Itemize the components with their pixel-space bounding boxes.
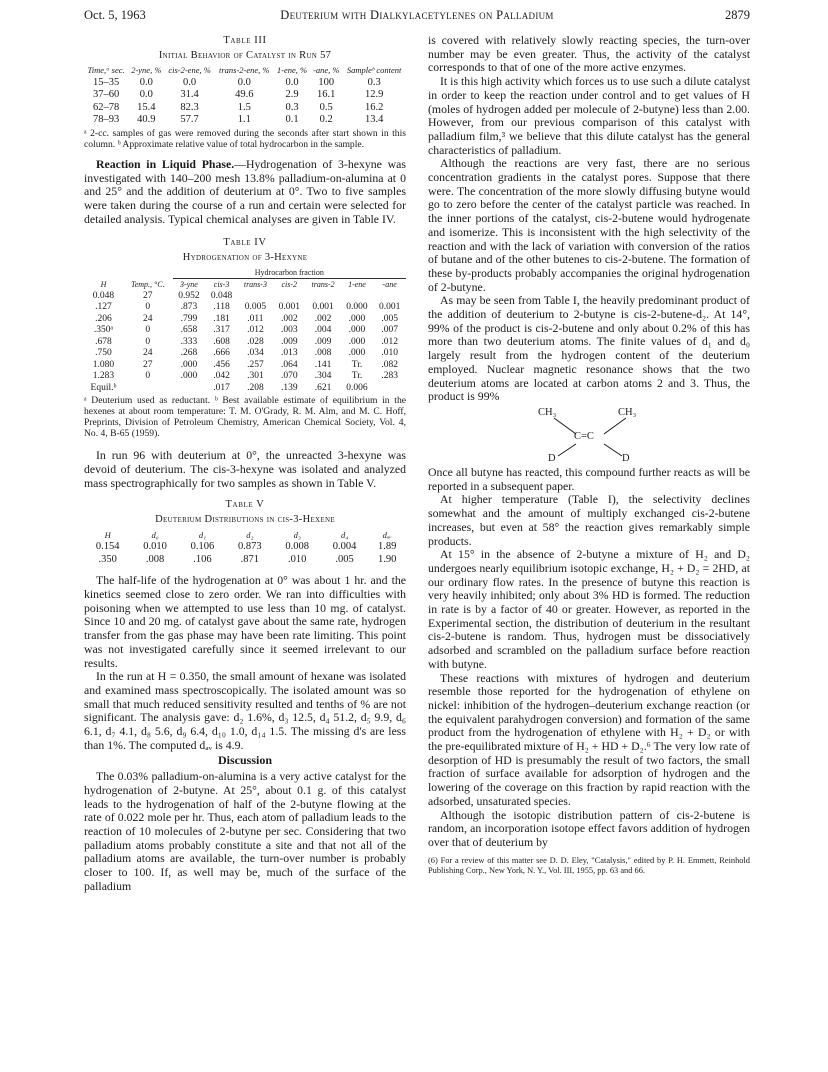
table4-header-cell: cis-2 [281,280,298,290]
table-4-caption: Table IV [223,237,267,249]
table-4-group-header: Hydrocarbon fraction [173,267,406,279]
liquid-phase-text: —Hydrogenation of 3-hexyne was investigated with 140–200 mesh 13.8% palladium-on-alumina at 0 and 25° and the addition of deuterium at 0°. Two to five samples were taken during the course of a run and certain were selected for detailed analysis. Typical chemical analyses are given in Table IV. [84,156,406,226]
table3-cell: 78–93 [92,114,120,126]
deuterium-left: D [548,452,556,464]
table4-cell: .456 [213,359,230,370]
running-header [84,8,750,26]
table3-cell: 0.0 [183,76,197,88]
table3-row [84,102,406,115]
table3-header-cell: Sampleᵇ content [346,65,402,76]
table4-cell: 0 [145,302,151,313]
table3-cell: 13.4 [364,114,384,126]
table4-cell: .750 [95,348,112,359]
table4-cell [341,291,374,303]
table5-header-cell: d₁ [198,529,207,540]
table3-cell: 0.3 [285,101,299,113]
paragraph-ethylene: These reactions with mixtures of hydrogen and deuterium resemble those reported for the hydrogenation of ethylene on nickel: inhibition of the hydrogen–deuterium exchange reaction (or the equivalent parahydrogen conversion) and formation of the same product from the hydrogenation of ethylene with H₂ + D₂ or with the pre-equilibrated mixture of H₂ + HD + D₂.⁶ The very low rate of desorption of HD is presumably the result of two factors, the small fraction of surface available for adsorption of hydrogen and the lowering of the coverage on this fraction by rapid reaction with the adsorbed, unsaturated species. [428,670,750,808]
table-5-subtitle: Deuterium Distributions in cis-3-Hexene [155,514,335,526]
table5-cell: 0.008 [285,541,309,553]
paragraph-exchange: At 15° in the absence of 2-butyne a mixture of H₂ and D₂ undergoes nearly equilibrium isotopic exchange, H₂ + D₂ = 2HD, at our ordinary flow rates. In the presence of butyne this reaction is very heavily inhibited; only about 3% HD is formed. The reduction in rate is by a factor of 40 or greater. However, as reported in the Experimental section, the distribution of deuterium in the resultant cis-2-butene is random. Thus, hydrogen must be dissociatively adsorbed and scrambled on the palladium surface before reaction with butyne. [428,547,750,671]
table3-cell: 49.6 [235,89,254,101]
table4-cell: .181 [213,313,230,324]
table4-cell: .000 [348,325,366,336]
table3-cell: 16.1 [317,89,336,101]
table4-cell: .012 [381,336,398,347]
table4-cell: .017 [213,382,230,393]
table-4-grid [84,267,406,395]
table4-cell: .621 [314,382,332,393]
table3-header-cell: Time,ᵃ sec. [87,65,125,76]
header-date: Oct. 5, 1963 [84,8,146,22]
table4-cell [123,383,173,395]
table3-header-cell: -ane, % [313,65,340,76]
table4-cell [306,291,341,303]
table5-header-cell: d₂ [246,529,254,540]
table4-cell: 0.048 [92,290,115,301]
table3-cell: 62–78 [92,101,120,113]
table5-cell: 0.010 [143,541,167,553]
table-3-grid [84,64,406,127]
table4-header-cell: 1-ene [348,280,366,290]
paragraph-gradients: Although the reactions are very fast, there are no serious concentration gradients in the catalyst pores. Suppose that there were. The concentration of the more slowly diffusing butyne would go to zero before the center of the catalyst particle was reached. In the inner portions of the catalyst, cis-2-butene would hydrogenate and isomerize. This is inconsistent with the high selectivity of the reaction and with the lack of variation with conversion of the ratios of butane and of the other butenes to cis-2-butene. The formation of these by-products probably accompanies the original hydrogenation of 2-butyne. [428,156,750,294]
table4-cell: .118 [213,302,230,313]
table4-cell: .000 [348,313,366,324]
table4-cell: .350ᵃ [93,325,114,336]
discussion-heading: Discussion [217,753,273,768]
table4-cell: .666 [213,348,230,359]
table5-cell: 0.106 [190,541,215,553]
table3-cell: 0.1 [285,114,299,126]
double-bond-center: C=C [574,430,594,442]
table5-cell: .005 [335,553,354,565]
table4-cell: .799 [180,313,198,324]
table-4-footnote: ᵃ Deuterium used as reductant. ᵇ Best available estimate of equilibrium in the hexenes at about room temperature: T. M. O'Grady, R. M. Alm, and M. C. Hoff, Preprints, Division of Petroleum Chemistry, American Chemical Society, Vol. 4, No. 4, B-65 (1959). [84,395,406,440]
ch3-right: CH₃ [618,406,637,418]
table4-row [84,337,406,349]
table5-cell: .350 [98,553,117,565]
table-3-caption: Table III [223,35,267,46]
table4-cell: 0.000 [346,302,368,313]
table4-row [84,360,406,372]
table4-cell: .012 [247,325,264,336]
right-column [428,34,750,884]
paragraph-run-96: In run 96 with deuterium at 0°, the unreacted 3-hexyne was devoid of deuterium. The cis-3-hexyne was isolated and analyzed mass spectrographically for two samples as shown in Table V. [84,448,406,490]
table4-cell: .608 [213,336,230,347]
table4-cell: .002 [314,313,332,324]
table4-cell: 27 [143,359,153,370]
table-3-subtitle: Initial Behavior of Catalyst in Run 57 [158,49,332,61]
table4-cell: .333 [180,336,198,347]
table4-cell: .141 [314,359,332,370]
table4-cell: .000 [180,371,198,382]
paragraph-isotope-effect: Although the isotopic distribution pattern of cis-2-butene is random, an incorporation isotope effect favors addition of hydrogen over that of deuterium by [428,807,750,849]
table4-cell: 0 [145,325,151,336]
table5-cell: 0.154 [95,541,120,553]
table4-cell: .064 [280,359,298,370]
table3-cell: 12.9 [364,89,384,101]
table4-cell: .011 [247,313,264,324]
table3-cell: 31.4 [180,89,199,101]
table-5-caption: Table V [225,499,265,511]
left-column [84,34,406,894]
table3-header-cell: cis-2-ene, % [168,65,211,76]
table4-cell: .268 [180,348,198,359]
table-3-footnote: ᵃ 2-cc. samples of gas were removed during the seconds after start shown in this column. ᵇ Approximate relative value of total hydrocarbon in the sample. [84,127,406,150]
table3-cell: 40.9 [137,114,156,126]
table4-header-cell: -ane [382,280,397,290]
table-3 [84,34,406,150]
table4-row [84,302,406,314]
page-number: 2879 [725,8,750,22]
table3-cell: 57.7 [180,114,199,126]
table4-cell: .008 [314,348,332,359]
table4-cell: 0 [145,371,151,382]
table5-header-cell: H [104,529,111,540]
table4-cell: .070 [280,371,298,382]
table3-cell: 0.5 [319,101,333,113]
table4-cell [373,291,406,303]
table4-header-cell: H [100,280,107,290]
table3-cell: 100 [318,76,335,88]
table3-cell: 0.2 [319,114,333,126]
table4-row [84,348,406,360]
table3-cell: 0.3 [367,76,381,88]
table-4-subtitle: Hydrogenation of 3-Hexyne [182,252,308,264]
table4-header-cell: Temp., °C. [131,280,165,290]
deuterium-right: D [622,452,630,464]
table4-cell [273,291,306,303]
table4-cell: .000 [180,359,198,370]
table-5-grid [84,529,406,567]
paragraph-hexane-analysis: In the run at H = 0.350, the small amount of hexane was isolated and examined mass spectroscopically. The isolated amount was so small that much reduced sensitivity resulted and tenths of % are not significant. The analysis gave: d₂ 1.6%, d₃ 12.5, d₄ 51.2, d₅ 9.9, d₆ 6.1, d₇ 4.1, d₈ 5.6, d₉ 6.4, d₁₀ 1.0, d₁₄ 1.5. The missing d's are less than 1%. The computed dₐᵥ is 4.9. [84,669,406,752]
table5-header-cell: d₀ [151,529,159,540]
table4-cell: Tr. [351,359,363,370]
table5-cell: 1.90 [377,553,397,565]
table4-cell: .000 [348,336,366,347]
table4-cell: .658 [180,325,198,336]
table3-row [84,89,406,102]
table3-cell: 1.5 [237,101,251,113]
table4-cell: Equil.ᵇ [90,382,117,393]
table4-cell: .000 [348,348,366,359]
table4-cell [373,383,406,395]
table5-header-cell: d₃ [293,529,301,540]
header-title: Deuterium with Dialkylacetylenes on Palladium [280,8,554,22]
table4-cell: 0.001 [378,302,401,313]
paragraph-discussion: The 0.03% palladium-on-alumina is a very active catalyst for the hydrogenation of 2-butyne. At 25°, about 0.1 g. of this catalyst leads to the hydrogenation of half of the 2-butyne flowing at the rate of 0.022 mole per hr. Thus, each atom of palladium leads to the reaction of 10 molecules of 2-butyne per sec. Considering that two palladium atoms probably constitute a site and that not all of the palladium atoms are available, the turn-over number is probably closer to 100. If, as well may be, much of the surface of the palladium [84,769,406,893]
table4-cell: 0.005 [244,302,267,313]
table3-row [84,114,406,127]
table4-cell: 27 [143,290,153,301]
table-4 [84,236,406,439]
table4-cell: 24 [143,313,153,324]
table3-cell: 15–35 [92,76,120,88]
paragraph-table-1: As may be seen from Table I, the heavily predominant product of the addition of deuterium to 2-butyne is cis-2-butene-d₂. At 14°, 99% of the product is cis-2-butene and only about 0.2% of this has more than two deuterium atoms. The finite values of d₁ and d₀ largely result from the hydrogen content of the deuterium employed. Nuclear magnetic resonance shows that the two deuterium atoms are located at carbon atoms 2 and 3. Thus, the product is 99% [428,293,750,404]
table4-header-cell: cis-3 [213,280,230,290]
table4-row [84,314,406,326]
paragraph-turnover: is covered with relatively slowly reacting species, the turn-over number may be even greater. Thus, the activity of the catalyst corresponds to that of one of the more active enzymes. [428,33,750,75]
table4-cell: .009 [280,336,298,347]
table4-cell: .002 [280,313,298,324]
table5-cell: .010 [288,553,307,565]
table4-cell: .028 [247,336,264,347]
table5-cell: 0.004 [332,541,357,553]
table4-row [84,383,406,395]
table3-header-cell: 2-yne, % [131,65,162,76]
table3-cell: 0.0 [139,89,153,101]
table4-header-cell: 3-yne [180,280,198,290]
table4-cell: .301 [247,371,264,382]
table5-cell: 1.89 [377,541,397,553]
table5-cell: .008 [145,553,165,565]
table4-row [84,291,406,303]
table5-row [84,554,406,567]
ch3-left: CH₃ [538,406,557,418]
table4-cell: .139 [280,382,298,393]
table5-cell: .871 [240,553,259,565]
table3-cell: 15.4 [137,101,156,113]
table5-cell: .106 [193,553,212,565]
table4-cell: .003 [280,325,298,336]
table3-cell: 1.1 [237,114,251,126]
paragraph-liquid-phase [84,158,406,227]
footnote-reference-6: (6) For a review of this matter see D. D. Eley, "Catalysis," edited by P. H. Emmett, Reinhold Publishing Corp., New York, N. Y., Vol. III, 1955, pp. 63 and 66. [428,855,750,875]
table4-cell: .127 [95,302,112,313]
table3-cell: 2.9 [285,89,299,101]
table5-header-cell: d₄ [340,529,349,540]
paragraph-half-life: The half-life of the hydrogenation at 0° was about 1 hr. and the kinetics seemed close to zero order. We ran into difficulties with poisoning when we attempted to use less than 10 mg. of catalyst. Since 10 and 20 mg. of catalyst gave about the same rate, hydrogen transfer from the gas phase may have been rate limiting. This point was not investigated carefully since it seemed irrelevant to our results. [84,573,406,670]
table5-header-cell: dₐᵥ [382,529,392,540]
table4-cell [173,383,206,395]
liquid-phase-heading: Reaction in Liquid Phase. [96,156,235,171]
table4-cell [238,291,273,303]
paragraph-further-reacts: Once all butyne has reacted, this compound further reacts as will be reported in a subsequent paper. [428,464,750,493]
table3-cell: 82.3 [180,101,199,113]
table4-cell: .009 [314,336,332,347]
table4-cell: 24 [143,348,153,359]
table4-cell: .283 [381,371,398,382]
table4-cell: .208 [247,382,264,393]
table4-cell: .034 [247,348,264,359]
table4-header-cell: trans-3 [243,280,267,290]
table3-cell: 16.2 [364,101,384,113]
table4-cell: .010 [381,348,398,359]
table4-cell: .082 [381,359,398,370]
paragraph-activity: It is this high activity which forces us to use such a dilute catalyst in order to keep the reaction under control and to get values of H (moles of hydrogen added per molecule of 2-butyne) less than 2.00. However, from our previous comparison of this catalyst with palladium film,³ we believe that this dilute catalyst has the general characteristics of palladium. [428,74,750,157]
table3-cell: 0.0 [139,76,153,88]
table4-cell: 0 [145,336,151,347]
table4-cell: 0.006 [346,382,368,393]
table4-row [84,325,406,337]
table4-cell: .873 [180,302,198,313]
table4-cell: .304 [314,371,332,382]
table3-cell: 0.0 [285,76,299,88]
table-5 [84,498,406,566]
table4-cell: 1.080 [92,359,115,370]
table4-cell: 0.952 [178,290,200,301]
table5-cell: 0.873 [238,541,262,553]
table4-cell: Tr. [351,371,363,382]
table4-cell: .013 [280,348,298,359]
paragraph-higher-temp: At higher temperature (Table I), the selectivity declines somewhat and the amount of multiply exchanged cis-2-butene increases, but even at 58° the reaction gives remarkably simple products. [428,492,750,548]
cis-butene-structure [428,406,750,464]
table3-cell: 0.0 [237,76,251,88]
table4-header-cell: trans-2 [311,280,335,290]
table4-cell: 1.283 [92,371,115,382]
table4-cell: 0.048 [210,290,233,301]
table4-cell: 0.001 [312,302,334,313]
table4-cell: .005 [381,313,398,324]
table4-row [84,371,406,383]
table5-row [84,541,406,554]
table3-header-cell: trans-2-ene, % [219,65,270,76]
table4-cell: .317 [213,325,230,336]
table3-cell: 37–60 [92,89,120,101]
table4-cell: .007 [381,325,398,336]
table4-cell: .206 [95,313,112,324]
table4-cell: .042 [213,371,230,382]
table4-cell: .678 [95,336,112,347]
table3-row [84,77,406,90]
table4-cell: .257 [247,359,264,370]
table3-header-cell: 1-ene, % [276,65,308,76]
table4-cell: .004 [314,325,332,336]
table4-cell: 0.001 [278,302,300,313]
